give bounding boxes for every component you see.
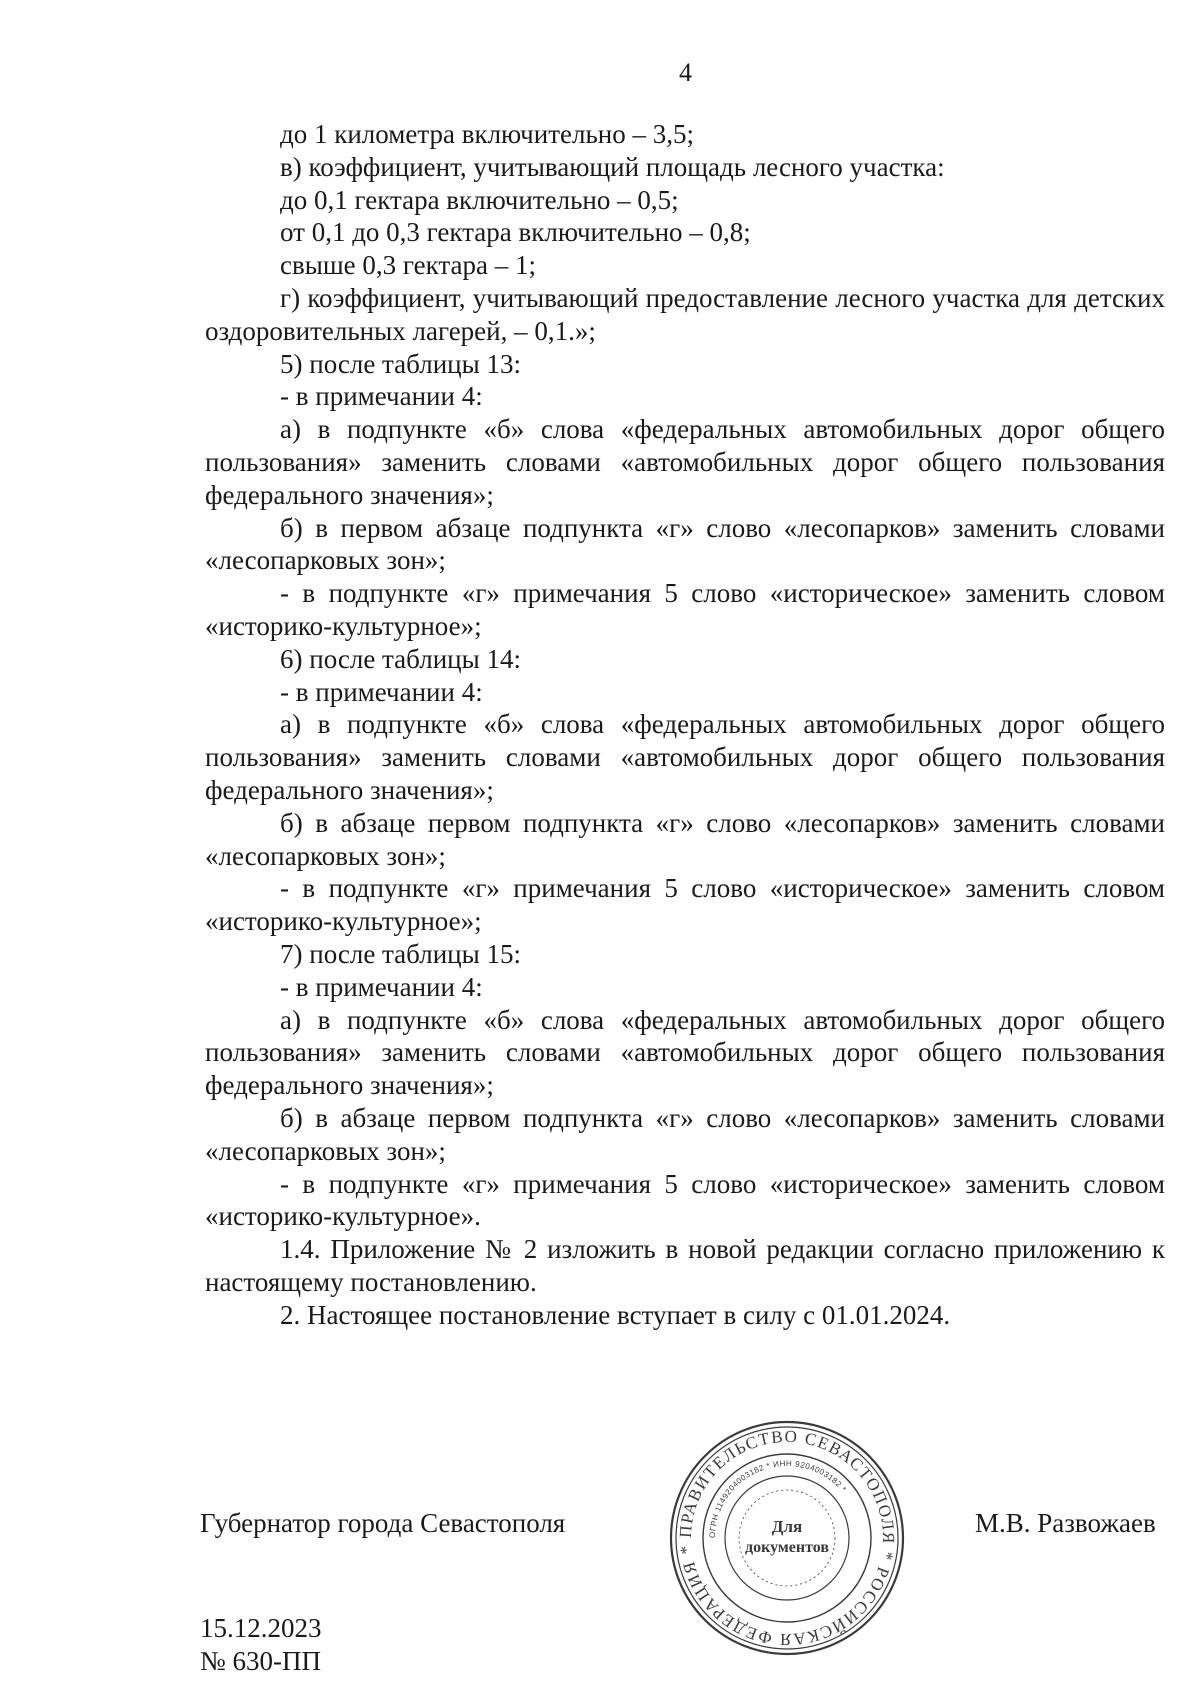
paragraph: б) в абзаце первом подпункта «г» слово «лесопарков» заменить словами «лесопарковых зон»; [205, 807, 1165, 871]
paragraph: 7) после таблицы 15: [280, 938, 521, 969]
paragraph: - в примечании 4: [280, 381, 483, 412]
signatory-name: М.В. Развожаев [975, 1508, 1156, 1538]
paragraph: г) коэффициент, учитывающий предоставление лесного участка для детских оздоровительных лагерей, – 0,1.»; [205, 282, 1165, 346]
paragraph: - в примечании 4: [280, 971, 483, 1002]
seal-inner-text: ОГРН 1149204003182 * ИНН 9204003182 * [707, 1458, 849, 1539]
page-number: 4 [679, 58, 692, 87]
paragraph: свыше 0,3 гектара – 1; [280, 250, 536, 281]
paragraph: а) в подпункте «б» слова «федеральных автомобильных дорог общего пользования» заменить словами «автомобильных дорог общего пользования федерального значения»; [205, 414, 1165, 510]
seal-outer-text: ПРАВИТЕЛЬСТВО СЕВАСТОПОЛЯ * РОССИЙСКАЯ ФЕДЕРАЦИЯ * [675, 1426, 899, 1650]
paragraph: - в подпункте «г» примечания 5 слово «историческое» заменить словом «историко-культурное»; [205, 578, 1165, 641]
paragraph: б) в первом абзаце подпункта «г» слово «лесопарков» заменить словами «лесопарковых зон»; [205, 512, 1165, 576]
document-date: 15.12.2023 [200, 1613, 322, 1643]
paragraph: а) в подпункте «б» слова «федеральных автомобильных дорог общего пользования» заменить словами «автомобильных дорог общего пользования федерального значения»; [205, 1004, 1165, 1101]
seal-graphic [667, 1418, 907, 1658]
paragraph: 5) после таблицы 13: [280, 348, 521, 379]
document-number: № 630-ПП [200, 1646, 321, 1676]
paragraph: - в подпункте «г» примечания 5 слово «историческое» заменить словом «историко-культурное». [205, 1168, 1165, 1232]
paragraph: в) коэффициент, учитывающий площадь лесного участка: [280, 151, 945, 182]
seal-center-line-2: документов [745, 1539, 829, 1556]
paragraph: до 0,1 гектара включительно – 0,5; [280, 184, 679, 215]
paragraph: а) в подпункте «б» слова «федеральных автомобильных дорог общего пользования» заменить словами «автомобильных дорог общего пользования федерального значения»; [205, 709, 1165, 805]
seal-center-line-1: Для [771, 1517, 803, 1536]
official-seal-stamp [667, 1418, 907, 1658]
paragraph: 6) после таблицы 14: [280, 643, 521, 674]
document-body [205, 118, 1165, 1331]
paragraph: 2. Настоящее постановление вступает в силу с 01.01.2024. [280, 1299, 951, 1330]
paragraph: - в примечании 4: [280, 676, 483, 707]
paragraph: от 0,1 до 0,3 гектара включительно – 0,8; [280, 217, 751, 248]
paragraph: б) в абзаце первом подпункта «г» слово «лесопарков» заменить словами «лесопарковых зон»; [205, 1102, 1165, 1166]
paragraph: до 1 километра включительно – 3,5; [280, 119, 694, 149]
signatory-title: Губернатор города Севастополя [200, 1508, 566, 1538]
paragraph: - в подпункте «г» примечания 5 слово «историческое» заменить словом «историко-культурное»; [205, 873, 1165, 937]
paragraph: 1.4. Приложение № 2 изложить в новой редакции согласно приложению к настоящему постановлению. [205, 1234, 1165, 1297]
